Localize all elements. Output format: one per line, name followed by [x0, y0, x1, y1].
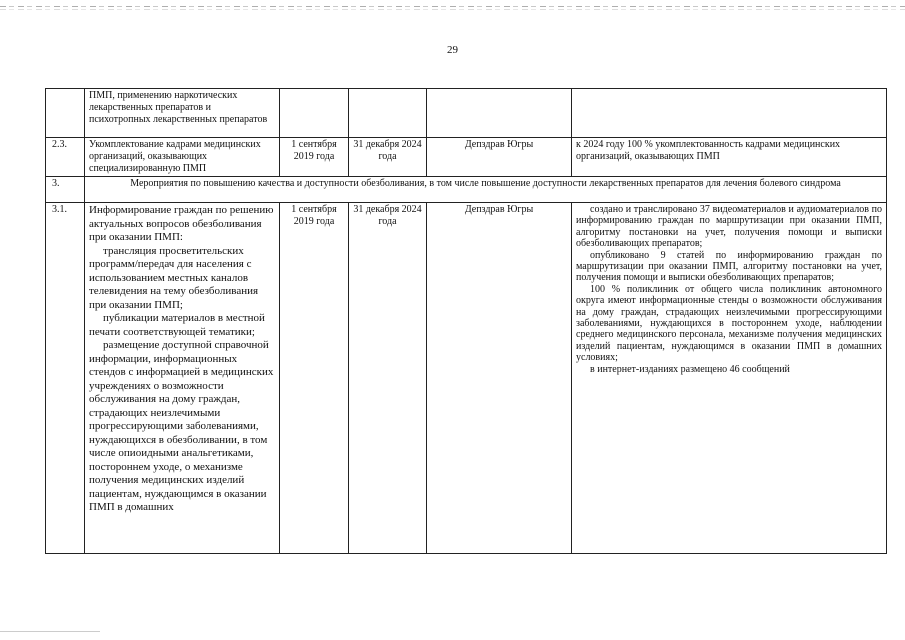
cell-num: 2.3. [46, 138, 85, 177]
cell-start [280, 89, 349, 138]
table-row-3-1 [46, 203, 887, 554]
cell-title [85, 203, 280, 554]
measure-item: трансляция просветительских программ/передач для населения с использованием местных каналов телевидения на тему обезболивания при оказании ПМП; [89, 244, 259, 311]
cell-num: 3. [46, 177, 85, 203]
table-row-section-3 [46, 177, 887, 203]
measures-table [45, 88, 887, 554]
measure-item: размещение доступной справочной информации, информационных стендов с информацией в медицинских учреждениях о возможности обслуживания на дому граждан, страдающих неизлечимыми прогрессирующими заболеваниями, нуждающихся в обезболивании, в том числе опиоидными анальгетиками, постороннем уходе, о механизме получения медицинских изделий пациентам, нуждающимся в оказании ПМП в домашних [89, 339, 274, 513]
cell-title: Укомплектование кадрами медицинских организаций, оказывающих специализированную ПМП [85, 138, 280, 177]
cell-result [572, 203, 887, 554]
section-title: Мероприятия по повышению качества и доступности обезболивания, в том числе повышение доступности лекарственных препаратов для лечения болевого синдрома [85, 177, 887, 203]
cell-end: 31 декабря 2024 года [349, 203, 427, 554]
table-row-continued [46, 89, 887, 138]
scan-artifact-bottom [0, 631, 100, 632]
cell-result: к 2024 году 100 % укомплектованность кадрами медицинских организаций, оказывающих ПМП [572, 138, 887, 177]
cell-executor [427, 89, 572, 138]
page-number: 29 [447, 44, 458, 56]
cell-executor: Депздрав Югры [427, 138, 572, 177]
cell-num: 3.1. [46, 203, 85, 554]
cell-title: ПМП, применению наркотических лекарственных препаратов и психотропных лекарственных препаратов [85, 89, 280, 138]
measure-heading: Информирование граждан по решению актуальных вопросов обезболивания при оказании ПМП: [89, 204, 274, 243]
table-row-2-3 [46, 138, 887, 177]
result-item: в интернет-изданиях размещено 46 сообщений [590, 363, 790, 375]
cell-start: 1 сентября 2019 года [280, 138, 349, 177]
cell-start: 1 сентября 2019 года [280, 203, 349, 554]
result-item: создано и транслировано 37 видеоматериалов и аудиоматериалов по информированию граждан по маршрутизации при оказании ПМП, алгоритму постановки на учет, получения помощи и выписки обезболивающих препаратов; [576, 204, 882, 250]
scan-artifact-top [0, 6, 905, 7]
measure-item: публикации материалов в местной печати соответствующей тематики; [89, 312, 265, 338]
result-item: 100 % поликлиник от общего числа поликлиник автономного округа имеют информационные стенды о возможности обслуживания на дому граждан, страдающих неизлечимыми прогрессирующими заболеваниями, нуждающихся в постороннем уходе, наблюдении среднего медицинского персонала, механизме получения медицинских изделий пациентам, нуждающимся в оказании ПМП в домашних условиях; [576, 283, 882, 364]
cell-num [46, 89, 85, 138]
cell-end [349, 89, 427, 138]
result-item: опубликовано 9 статей по информированию граждан по маршрутизации при оказании ПМП, алгоритму постановки на учет, получения помощи и выписки обезболивающих препаратов; [576, 249, 882, 284]
cell-result [572, 89, 887, 138]
cell-executor: Депздрав Югры [427, 203, 572, 554]
scan-artifact-top-2 [0, 9, 905, 10]
cell-end: 31 декабря 2024 года [349, 138, 427, 177]
